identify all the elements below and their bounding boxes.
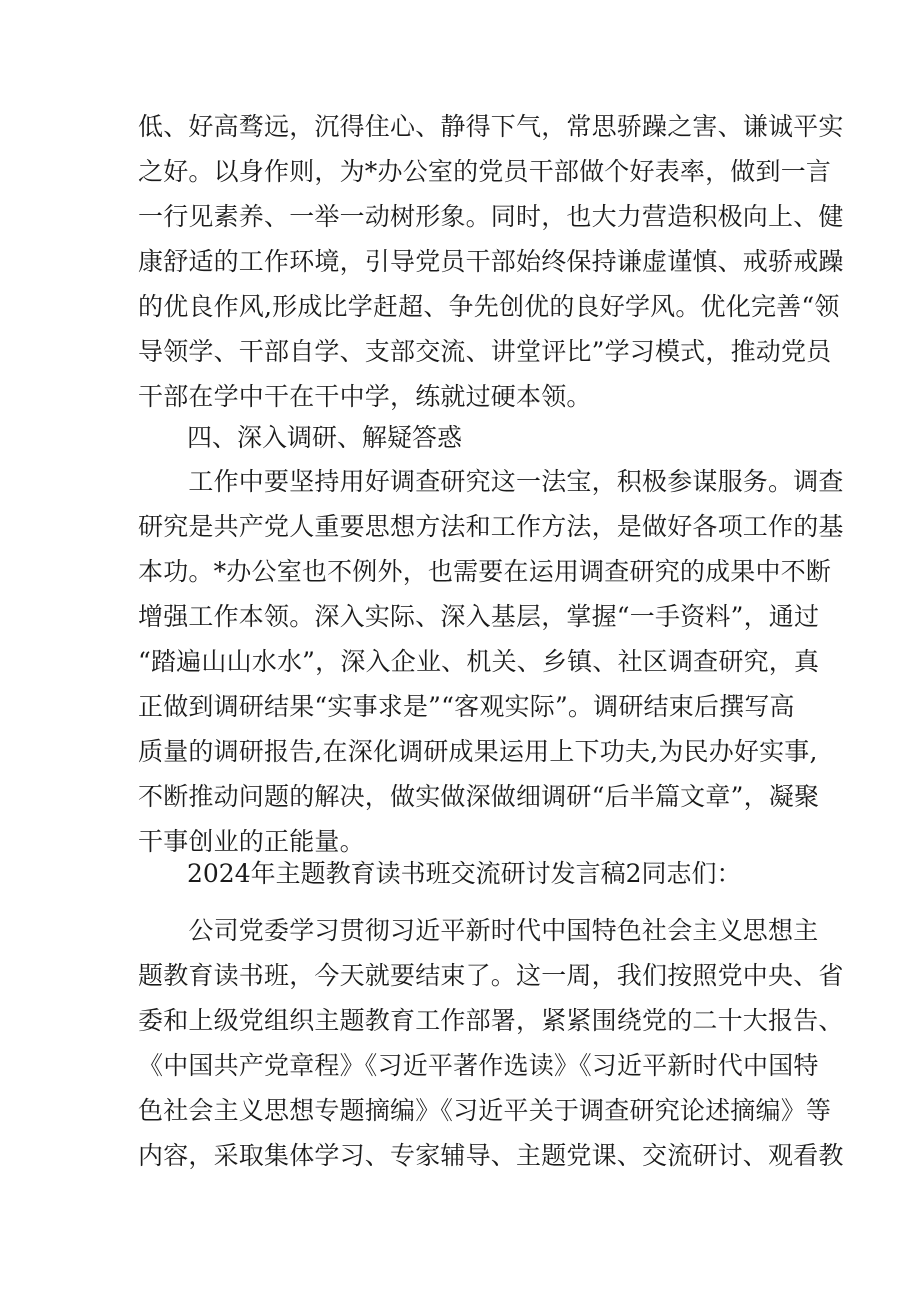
paragraph-1-line: 的优良作风,形成比学赶超、争先创优的良好学风。优化完善“领 [138,292,840,321]
paragraph-1-line: 导领学、干部自学、支部交流、讲堂评比”学习模式，推动党员 [138,337,832,366]
paragraph-1-line: 之好。以身作则，为*办公室的党员干部做个好表率，做到一言 [138,157,832,186]
paragraph-2-line: 不断推动问题的解决，做实做深做细调研“后半篇文章”，凝聚 [138,782,820,811]
paragraph-2-line: 干事创业的正能量。 [138,827,365,856]
paragraph-3-line: 内容，采取集体学习、专家辅导、主题党课、交流研讨、观看教 [138,1141,844,1170]
paragraph-2-line: “踏遍山山水水”，深入企业、机关、乡镇、社区调查研究，真 [138,647,820,676]
paragraph-2-line: 质量的调研报告,在深化调研成果运用上下功夫,为民办好实事, [138,737,818,766]
paragraph-2-line: 研究是共产党人重要思想方法和工作方法，是做好各项工作的基 [138,512,844,541]
paragraph-2-line: 正做到调研结果“实事求是”“客观实际”。调研结束后撰写高 [138,692,795,721]
paragraph-2-line: 增强工作本领。深入实际、深入基层，掌握“一手资料”，通过 [138,602,820,631]
paragraph-1 [138,104,844,419]
paragraph-1-line: 干部在学中干在干中学，练就过硬本领。 [138,382,592,411]
paragraph-2-line: 本功。*办公室也不例外，也需要在运用调查研究的成果中不断 [138,557,832,586]
document-title-2: 2024年主题教育读书班交流研讨发言稿2同志们： [187,859,742,888]
paragraph-1-line: 康舒适的工作环境，引导党员干部始终保持谦虚谨慎、戒骄戒躁 [138,247,844,276]
paragraph-3-line: 委和上级党组织主题教育工作部署，紧紧围绕党的二十大报告、 [138,1006,844,1035]
paragraph-3-line: 《中国共产党章程》《习近平著作选读》《习近平新时代中国特 [138,1051,819,1080]
paragraph-3 [138,908,844,1178]
section-heading-4: 四、深入调研、解疑答惑 [187,423,463,452]
paragraph-3-line: 题教育读书班，今天就要结束了。这一周，我们按照党中央、省 [138,961,844,990]
paragraph-2-line: 工作中要坚持用好调查研究这一法宝，积极参谋服务。调查 [138,467,844,496]
paragraph-3-line: 色社会主义思想专题摘编》《习近平关于调查研究论述摘编》等 [138,1096,832,1125]
paragraph-2 [138,459,844,864]
paragraph-1-line: 一行见素养、一举一动树形象。同时，也大力营造积极向上、健 [138,202,844,231]
paragraph-1-line: 低、好高骛远，沉得住心、静得下气，常思骄躁之害、谦诚平实 [138,112,844,141]
paragraph-3-line: 公司党委学习贯彻习近平新时代中国特色社会主义思想主 [138,916,819,945]
